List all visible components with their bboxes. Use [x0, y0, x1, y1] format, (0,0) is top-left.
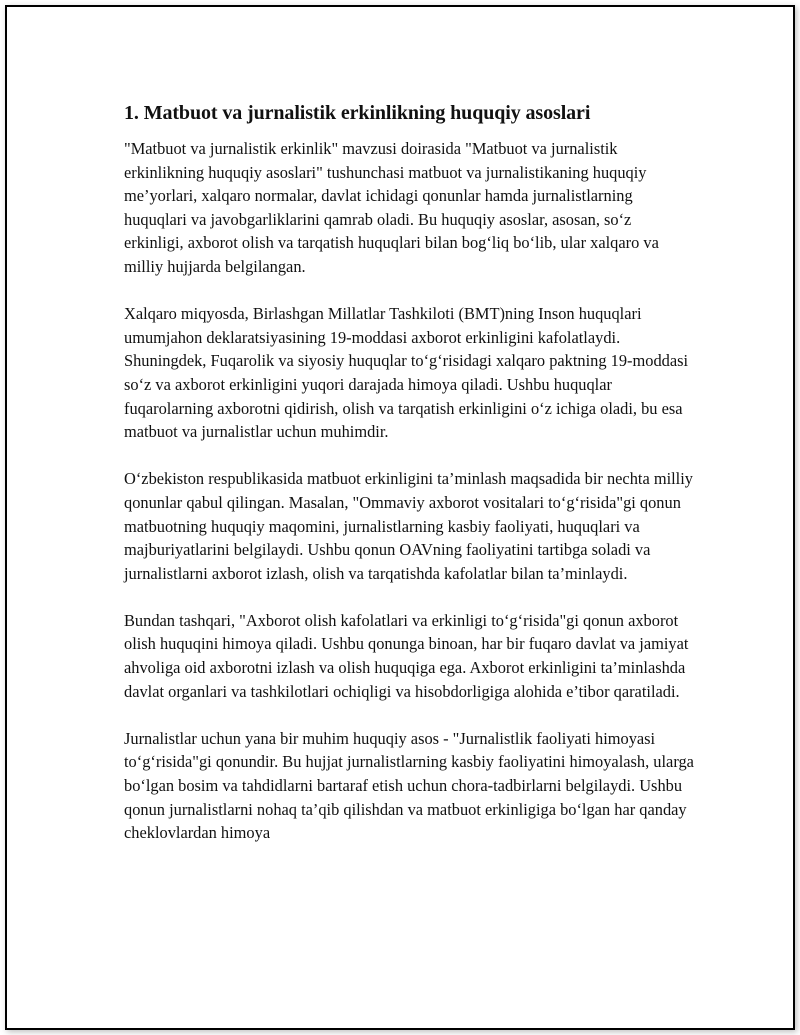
paragraph: O‘zbekiston respublikasida matbuot erkinligini ta’minlash maqsadida bir nechta milliy qonunlar qabul qilingan. Masalan, "Ommaviy axborot vositalari to‘g‘risida"gi qonun matbuotning huquqiy maqomini, jurnalistlarning kasbiy faoliyati, huquqlari va majburiyatlarini belgilaydi. Ushbu qonun OAVning faoliyatini tartibga soladi va jurnalistlarni axborot izlash, olish va tarqatishda kafolatlar bilan ta’minlaydi. [124, 469, 693, 583]
paragraph: Xalqaro miqyosda, Birlashgan Millatlar Tashkiloti (BMT)ning Inson huquqlari umumjahon deklaratsiyasining 19-moddasi axborot erkinligini kafolatlaydi. Shuningdek, Fuqarolik va siyosiy huquqlar to‘g‘risidagi xalqaro paktning 19-moddasi so‘z va axborot erkinligini yuqori darajada himoya qiladi. Ushbu huquqlar fuqarolarning axborotni qidirish, olish va tarqatish erkinligini o‘z ichiga oladi, bu esa matbuot va jurnalistlar uchun muhimdir. [124, 304, 689, 442]
paragraph: Jurnalistlar uchun yana bir muhim huquqiy asos - "Jurnalistlik faoliyati himoyasi to‘g‘risida"gi qonundir. Bu hujjat jurnalistlarning kasbiy faoliyatini himoyalash, ularga bo‘lgan bosim va tahdidlarni bartaraf etish uchun chora-tadbirlarni belgilaydi. Ushbu qonun jurnalistlarni nohaq ta’qib qilishdan va matbuot erkinligiga bo‘lgan har qanday cheklovlardan himoya [124, 728, 694, 843]
document-page [5, 5, 795, 1030]
paragraph: Bundan tashqari, "Axborot olish kafolatlari va erkinligi to‘g‘risida"gi qonun axborot olish huquqini himoya qiladi. Ushbu qonunga binoan, har bir fuqaro davlat va jamiyat ahvoliga oid axborotni izlash va olish huquqiga ega. Axborot erkinligini ta’minlashda davlat organlari va tashkilotlari ochiqligi va hisobdorligiga alohida e’tibor qaratiladi. [124, 610, 689, 701]
section-heading: 1. Matbuot va jurnalistik erkinlikning huquqiy asoslari [124, 102, 591, 124]
document-body [124, 99, 694, 868]
paragraph: "Matbuot va jurnalistik erkinlik" mavzusi doirasida "Matbuot va jurnalistik erkinlikning huquqiy asoslari" tushunchasi matbuot va jurnalistikaning huquqiy me’yorlari, xalqaro normalar, davlat ichidagi qonunlar hamda jurnalistlarning huquqlari va javobgarliklarini qamrab oladi. Bu huquqiy asoslar, asosan, so‘z erkinligi, axborot olish va tarqatish huquqlari bilan bog‘liq bo‘lib, ular xalqaro va milliy hujjarda belgilangan. [124, 139, 659, 276]
